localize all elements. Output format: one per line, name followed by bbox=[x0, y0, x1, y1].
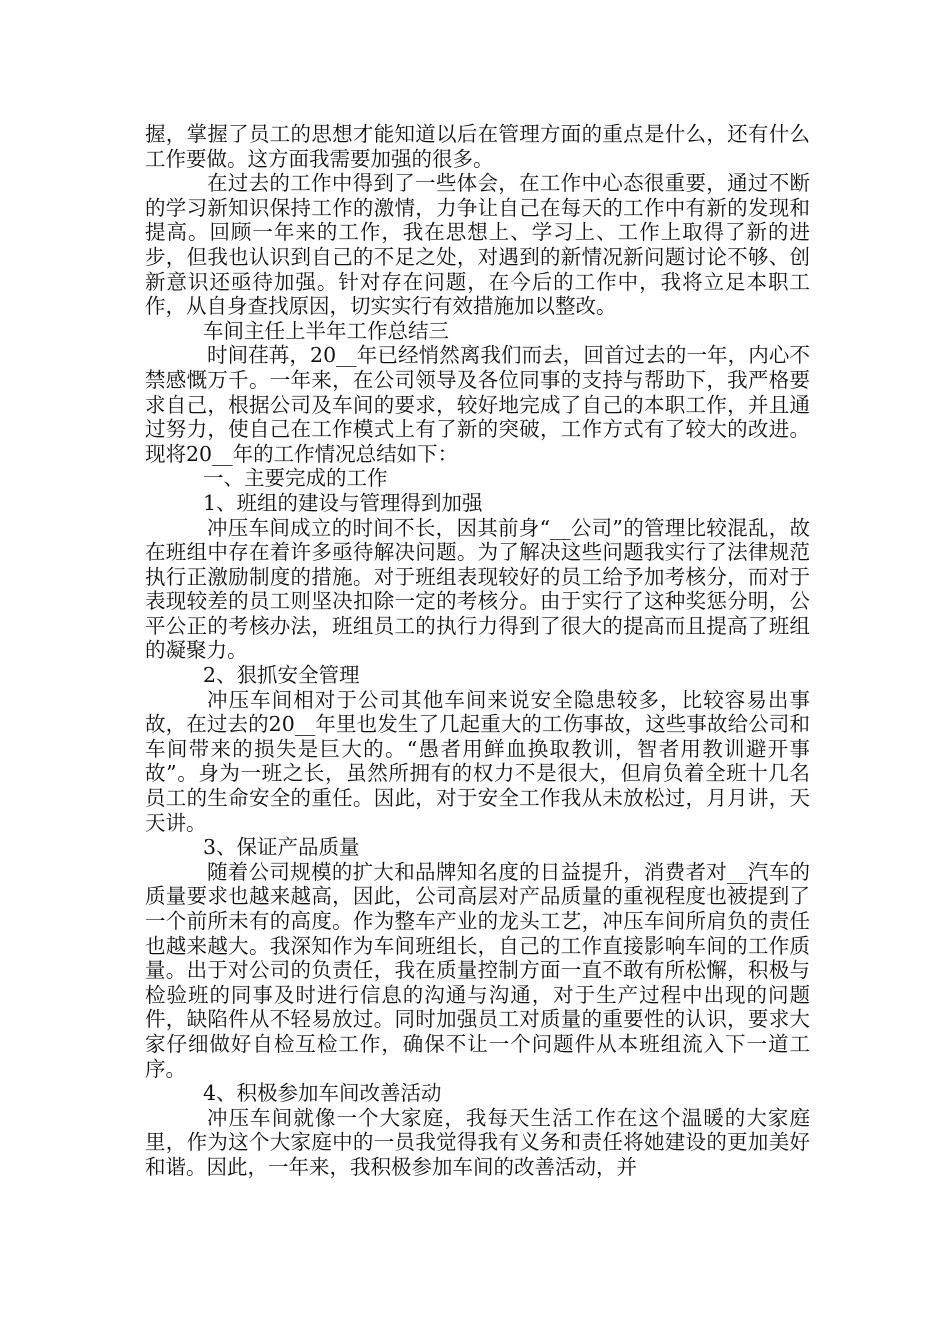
paragraph-experience: 在过去的工作中得到了一些体会，在工作中心态很重要，通过不断的学习新知识保持工作的激情，力争让自己在每天的工作中有新的发现和提高。回顾一年来的工作，我在思想上、学习上、工作上取得了新的进步，但我也认识到自己的不足之处，对遇到的新情况新问题讨论不够、创新意识还亟待加强。针对存在问题，在今后的工作中，我将立足本职工作，从自身查找原因，切实实行有效措施加以整改。 bbox=[145, 171, 810, 319]
heading-safety: 2、狠抓安全管理 bbox=[203, 663, 360, 688]
paragraph-intro: 时间荏苒，20__年已经悄然离我们而去，回首过去的一年，内心不禁感慨万千。一年来，在公司领导及各位同事的支持与帮助下，我严格要求自己，根据公司及车间的要求，较好地完成了自己的本职工作，并且通过努力，使自己在工作模式上有了新的突破，工作方式有了较大的改进。现将20__年的工作情况总结如下： bbox=[145, 343, 810, 466]
paragraph-team-building: 冲压车间成立的时间不长，因其前身“__公司”的管理比较混乱，故在班组中存在着许多亟待解决问题。为了解决这些问题我实行了法律规范执行正激励制度的措施。对于班组表现较好的员工给予加考核分，而对于表现较差的员工则坚决扣除一定的考核分。由于实行了这种奖惩分明，公平公正的考核办法，班组员工的执行力得到了很大的提高而且提高了班组的凝聚力。 bbox=[145, 515, 810, 663]
heading-improvement: 4、积极参加车间改善活动 bbox=[203, 1081, 442, 1106]
heading-quality: 3、保证产品质量 bbox=[203, 835, 360, 860]
section-title: 车间主任上半年工作总结三 bbox=[203, 318, 449, 343]
paragraph-continuation: 握，掌握了员工的思想才能知道以后在管理方面的重点是什么，还有什么工作要做。这方面我需要加强的很多。 bbox=[145, 122, 810, 171]
heading-main-work: 一、主要完成的工作 bbox=[203, 466, 388, 491]
paragraph-quality: 随着公司规模的扩大和品牌知名度的日益提升，消费者对__汽车的质量要求也越来越高，因此，公司高层对产品质量的重视程度也被提到了一个前所未有的高度。作为整车产业的龙头工艺，冲压车间所肩负的责任也越来越大。我深知作为车间班组长，自己的工作直接影响车间的工作质量。出于对公司的负责任，我在质量控制方面一直不敢有所松懈，积极与检验班的同事及时进行信息的沟通与沟通，对于生产过程中出现的问题件，缺陷件从不轻易放过。同时加强员工对质量的重要性的认识，要求大家仔细做好自检互检工作，确保不让一个问题件从本班组流入下一道工序。 bbox=[145, 859, 810, 1081]
heading-team-building: 1、班组的建设与管理得到加强 bbox=[203, 490, 483, 515]
paragraph-safety: 冲压车间相对于公司其他车间来说安全隐患较多，比较容易出事故，在过去的20__年里也发生了几起重大的工伤事故，这些事故给公司和车间带来的损失是巨大的。“愚者用鲜血换取教训，智者用教训避开事故”。身为一班之长，虽然所拥有的权力不是很大，但肩负着全班十几名员工的生命安全的重任。因此，对于安全工作我从未放松过，月月讲，天天讲。 bbox=[145, 687, 810, 835]
document-body bbox=[145, 122, 810, 1180]
paragraph-improvement: 冲压车间就像一个大家庭，我每天生活工作在这个温暖的大家庭里，作为这个大家庭中的一员我觉得我有义务和责任将她建设的更加美好和谐。因此，一年来，我积极参加车间的改善活动，并 bbox=[145, 1105, 810, 1179]
